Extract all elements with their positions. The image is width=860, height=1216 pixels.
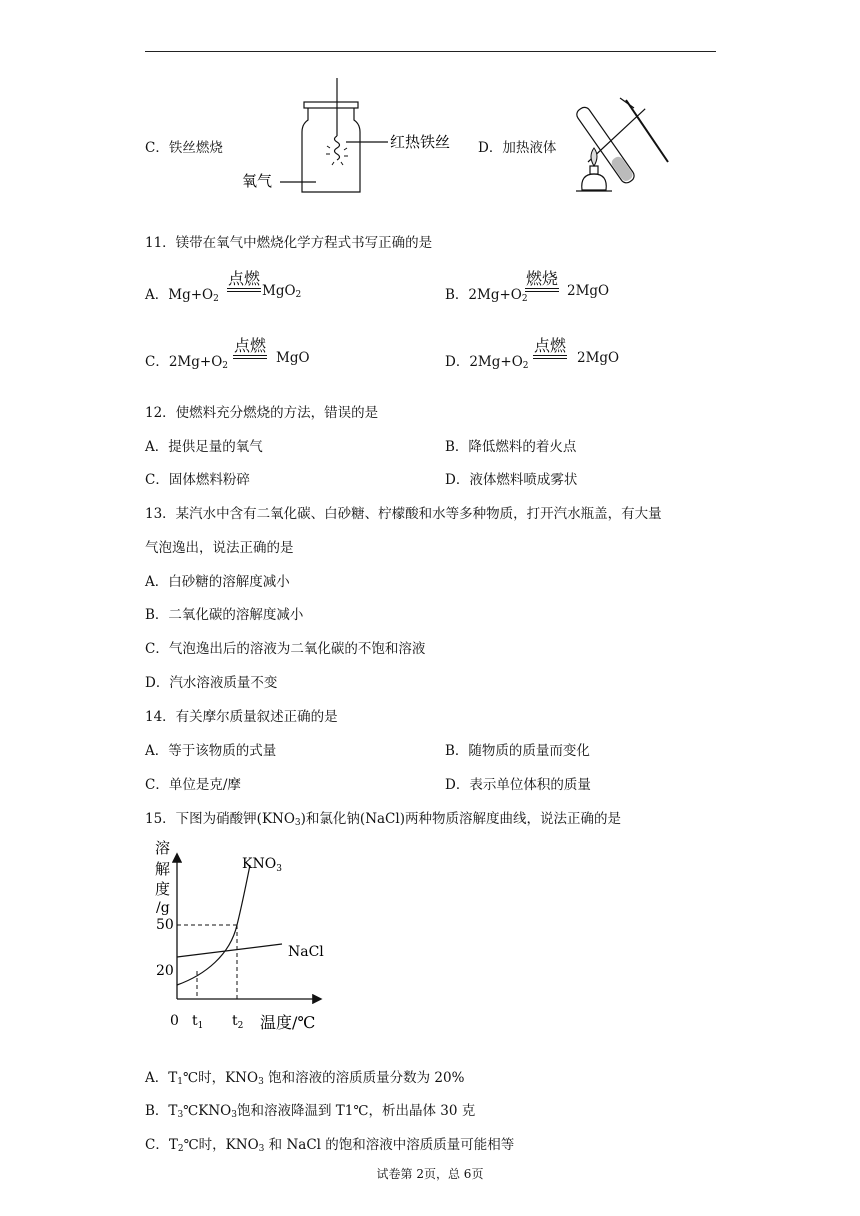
solubility-curve-graph [150, 835, 330, 1035]
subscript: 2 [521, 294, 528, 304]
condition-text: 点燃 [533, 336, 566, 355]
q14-option-c[interactable]: C．单位是克/摩 [145, 777, 241, 793]
q13-option-b[interactable]: B．二氧化碳的溶解度减小 [145, 607, 304, 623]
equation-rhs: MgO$_2$ [262, 283, 302, 300]
y-axis-label-3: 度 [155, 880, 171, 898]
equation-lhs: 2Mg+O [168, 354, 223, 370]
equation-lhs: 2Mg+O [469, 354, 523, 370]
condition-text: 点燃 [233, 336, 266, 355]
y-axis-label-4: /g [156, 900, 170, 916]
condition-text: 燃烧 [525, 269, 558, 288]
q14-stem: 14．有关摩尔质量叙述正确的是 [145, 709, 338, 725]
heating-liquid-figure [568, 92, 674, 202]
equation-rhs: 2MgO [567, 283, 610, 299]
equation-lhs: Mg+O [168, 287, 214, 303]
q12-option-a[interactable]: A．提供足量的氧气 [145, 439, 263, 455]
x-tick-t1: $t_1$ [192, 1013, 204, 1031]
iron-wire-burning-figure [238, 76, 468, 198]
option-letter: A． [145, 287, 169, 303]
option-letter: D． [445, 354, 470, 370]
y-axis-label-2: 解 [155, 860, 171, 878]
y-tick-50: 50 [156, 917, 174, 933]
nacl-label: NaCl [288, 944, 324, 960]
origin-label: 0 [170, 1013, 179, 1029]
equation-lhs: 2Mg+O [468, 287, 522, 303]
q15-option-a[interactable]: A．$T_1℃$时，$KNO_3$ 饱和溶液的溶质质量分数为 20% [145, 1070, 465, 1087]
q12-option-d[interactable]: D．液体燃料喷成雾状 [445, 472, 578, 488]
q11-stem: 11．镁带在氧气中燃烧化学方程式书写正确的是 [145, 235, 433, 251]
kno3-label: $KNO_3$ [242, 856, 282, 874]
q10-option-c[interactable]: C．铁丝燃烧 [145, 140, 223, 156]
q12-option-c[interactable]: C．固体燃料粉碎 [145, 472, 250, 488]
subscript: 2 [522, 361, 529, 371]
y-tick-20: 20 [156, 963, 174, 979]
q11-option-b[interactable] [445, 283, 528, 304]
option-letter: B． [445, 287, 469, 303]
q14-option-d[interactable]: D．表示单位体积的质量 [445, 777, 591, 793]
q13-option-a[interactable]: A．白砂糖的溶解度减小 [145, 574, 290, 590]
q11-option-d[interactable] [445, 350, 529, 371]
y-axis-label-1: 溶 [155, 839, 171, 857]
q14-option-b[interactable]: B．随物质的质量而变化 [445, 743, 590, 759]
q14-option-a[interactable]: A．等于该物质的式量 [145, 743, 277, 759]
header-rule [145, 51, 716, 52]
x-tick-t2: $t_2$ [232, 1013, 244, 1031]
subscript: 2 [213, 294, 219, 304]
q13-stem-line2: 气泡逸出，说法正确的是 [145, 540, 294, 556]
equation-rhs: MgO [276, 350, 310, 366]
q10-option-d[interactable]: D．加热液体 [478, 140, 557, 156]
q15-option-c[interactable]: C．$T_2℃$时，$KNO_3$ 和 NaCl 的饱和溶液中溶质质量可能相等 [145, 1137, 515, 1154]
q11-option-a[interactable] [145, 283, 219, 304]
x-axis-label: 温度/℃ [260, 1013, 316, 1032]
q11-option-c[interactable] [145, 350, 228, 371]
q12-option-b[interactable]: B．降低燃料的着火点 [445, 439, 577, 455]
page-footer: 试卷第 2页，总 6页 [376, 1167, 484, 1181]
condition-text: 点燃 [227, 269, 260, 288]
q15-option-b[interactable]: B．$T_3℃KNO_3$饱和溶液降温到 T1℃，析出晶体 30 克 [145, 1103, 476, 1120]
label-oxygen: 氧气 [242, 172, 273, 190]
q15-stem: 15．下图为硝酸钾$(KNO_3)$和氯化钠(NaCl)两种物质溶解度曲线，说法正确的是 [145, 811, 621, 828]
label-red-hot-iron-wire: 红热铁丝 [390, 133, 451, 151]
nacl-curve [177, 944, 282, 957]
q13-option-d[interactable]: D．汽水溶液质量不变 [145, 675, 278, 691]
equation-rhs: 2MgO [577, 350, 620, 366]
q13-option-c[interactable]: C．气泡逸出后的溶液为二氧化碳的不饱和溶液 [145, 641, 426, 657]
option-letter: C． [145, 354, 169, 370]
q12-stem: 12．使燃料充分燃烧的方法，错误的是 [145, 405, 379, 421]
q13-stem-line1: 13．某汽水中含有二氧化碳、白砂糖、柠檬酸和水等多种物质，打开汽水瓶盖，有大量 [145, 506, 662, 522]
subscript: 2 [222, 361, 229, 371]
